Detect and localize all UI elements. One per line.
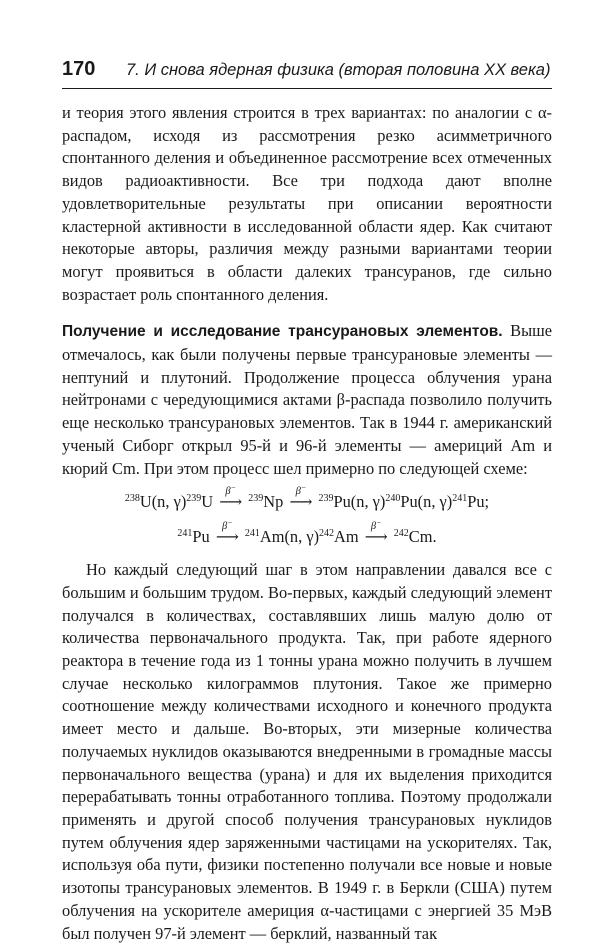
mass-number: 239 <box>186 493 202 505</box>
arrow-label: β− <box>225 483 237 498</box>
arrow-label: β− <box>221 518 233 533</box>
formula-term: Am <box>334 527 359 547</box>
mass-number: 241 <box>452 493 468 505</box>
beta-decay-arrow: β− ⟶ <box>216 525 239 549</box>
mass-number: 242 <box>393 528 409 540</box>
mass-number: 242 <box>319 528 335 540</box>
formula-line-2 <box>62 518 552 549</box>
book-page <box>62 58 552 945</box>
beta-decay-arrow: β− ⟶ <box>289 490 312 514</box>
mass-number: 241 <box>177 528 193 540</box>
page-body <box>62 102 552 945</box>
paragraph-difficulties: Но каждый следующий шаг в этом направлении давался все с большим и большим трудом. Во-первых, каждый следующий элемент получался в количествах, составлявших лишь малую долю от количества первоначального продукта. Так, при работе ядерного реактора в течение года из 1 тонны урана можно получить в лучшем случае несколько килограммов плутония. Такое же примерно соотношение между количествами исходного и конечного продукта имеет место и дальше. Во-вторых, эти мизерные количества получаемых нуклидов оказываются внедренными в громадные массы первоначального вещества (урана) и для их выделения приходится перерабатывать тонны отработанного топлива. Поэтому продолжали применять и другой способ получения трансурановых нуклидов путем облучения ядер заряженными частицами на ускорителях. Так, используя оба пути, физики постепенно получали все новые и новые изотопы трансурановых элементов. В 1949 г. в Беркли (США) путем облучения на ускорителе америция α-частицами с энергией 35 МэВ был получен 97-й элемент — берклий, названный так <box>62 560 552 943</box>
formula-term: Cm. <box>408 527 437 547</box>
mass-number: 238 <box>124 493 140 505</box>
running-head: 7. И снова ядерная физика (вторая половина XX века) <box>126 61 551 79</box>
paragraph-cluster-theory: и теория этого явления строится в трех вариантах: по аналогии с α-распадом, исходя из рассмотрения резко асимметричного спонтанного деления и объединенное рассмотрение всех отмеченных видов радиоактивности. Все три подхода дают вполне удовлетворительные результаты при описании вероятности кластерной активности в исследованной области ядер. Как считают некоторые авторы, различия между разными вариантами теории могут проявиться в области далеких трансуранов, где сильно возрастает роль спонтанного деления. <box>62 103 552 304</box>
formula-term: Pu(n, γ) <box>400 492 453 512</box>
beta-decay-arrow: β− ⟶ <box>365 525 388 549</box>
page-header <box>62 58 552 89</box>
page-number: 170 <box>62 58 96 80</box>
formula-term: U(n, γ) <box>139 492 187 512</box>
formula-term: U <box>201 492 214 512</box>
paragraph-transuranium-text: Выше отмечалось, как были получены первые трансурановые элементы — нептуний и плутоний. Продолжение процесса облучения урана нейтронами с чередующимися актами β-распада позволило получить еще несколько трансурановых элементов. Так в 1944 г. американский ученый Сиборг открыл 95-й и 96-й элементы — америций Am и кюрий Cm. При этом процесс шел примерно по следующей схеме: <box>62 321 552 478</box>
formula-term: Pu <box>192 527 210 547</box>
mass-number: 239 <box>248 493 264 505</box>
paragraph-transuranium <box>62 320 552 480</box>
mass-number: 240 <box>385 493 401 505</box>
section-title: Получение и исследование трансурановых элементов. <box>62 323 503 341</box>
arrow-label: β− <box>295 483 307 498</box>
formula-term: Np <box>263 492 284 512</box>
beta-decay-arrow: β− ⟶ <box>219 490 242 514</box>
formula-term: Pu(n, γ) <box>333 492 386 512</box>
formula-term: Am(n, γ) <box>259 527 320 547</box>
arrow-label: β− <box>370 518 382 533</box>
formula-term: Pu; <box>467 492 490 512</box>
mass-number: 241 <box>244 528 260 540</box>
mass-number: 239 <box>318 493 334 505</box>
formula-line-1 <box>62 483 552 514</box>
